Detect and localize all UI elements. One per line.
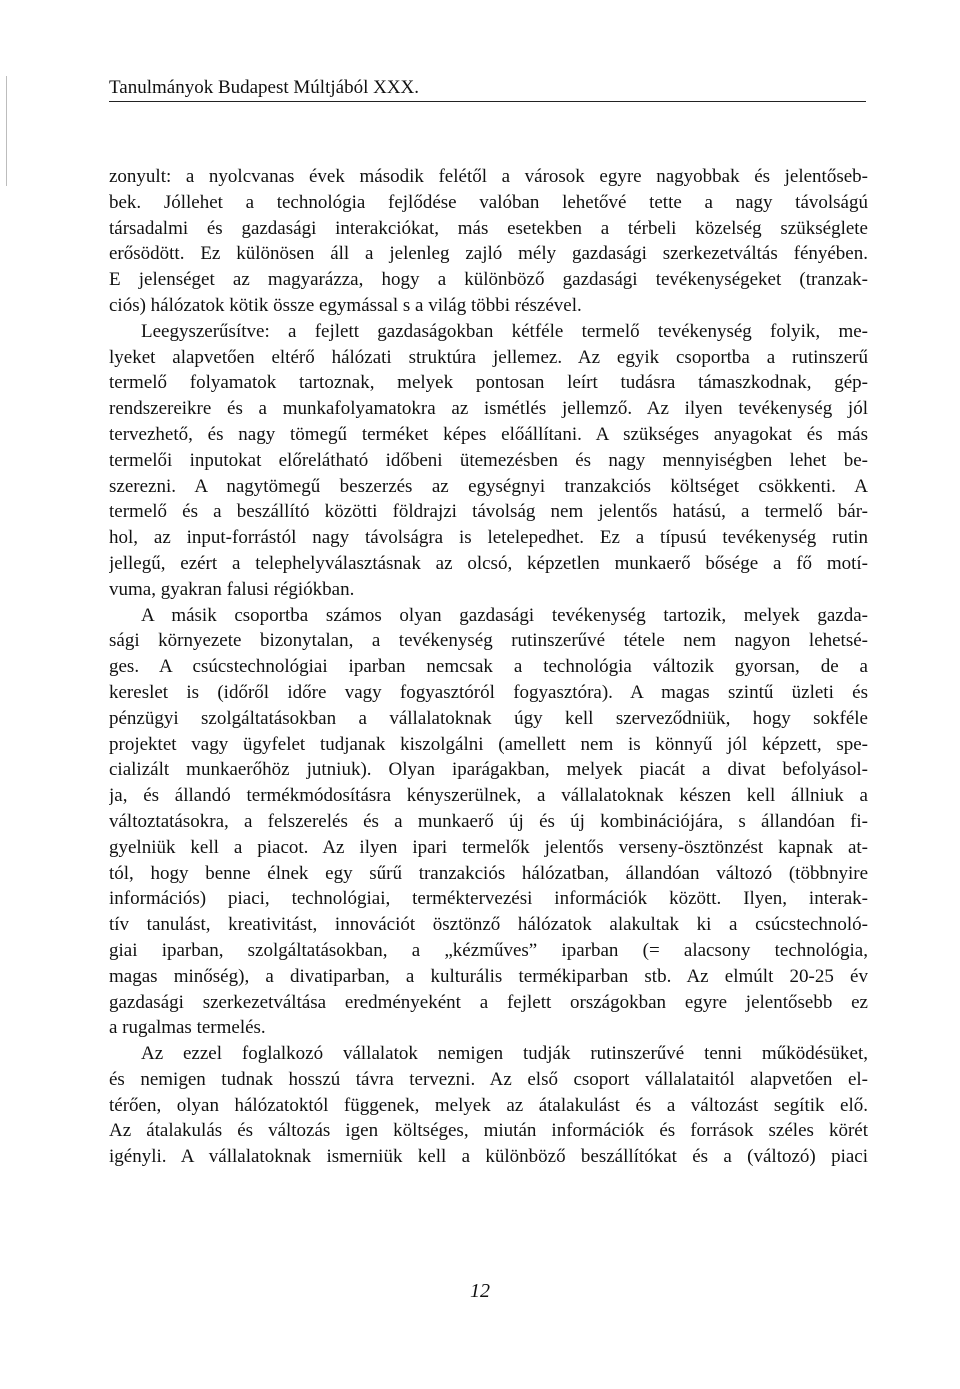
- header-rule: [109, 101, 866, 102]
- text-line: tív tanulást, kreativitást, innovációt ösztönző hálózatok alakultak ki a csúcstechnoló-: [109, 914, 868, 936]
- text-line: cializált munkaerőhöz jutniuk). Olyan iparágakban, melyek piacát a divat befolyásol-: [109, 759, 868, 781]
- text-line: bek. Jóllehet a technológia fejlődése valóban lehetővé tette a nagy távolságú: [109, 191, 868, 213]
- text-line: lyeket alapvetően eltérő hálózati struktúra jellemez. Az egyik csoportba a rutinszerű: [109, 346, 868, 368]
- text-line: ciós) hálózatok kötik össze egymással s a világ többi részével.: [109, 294, 582, 316]
- text-line: magas minőség), a divatiparban, a kulturális termékiparban stb. Az elmúlt 20-25 év: [109, 965, 868, 987]
- text-line: tervezhető, és nagy tömegű terméket képes előállítani. A szükséges anyagokat és más: [109, 423, 868, 445]
- text-line: ges. A csúcstechnológiai iparban nemcsak a technológia változik gyorsan, de a: [109, 656, 868, 678]
- page-number: 12: [470, 1280, 490, 1302]
- text-line: igényli. A vállalatoknak ismerniük kell a különböző beszállítókat és a (változó) piaci: [109, 1146, 868, 1168]
- text-line: termelő folyamatok tartoznak, melyek pontosan leírt tudásra támaszkodnak, gép-: [109, 372, 868, 394]
- text-line: hol, az input-forrástól nagy távolságra is letelepedhet. Ez a típusú tevékenység rutin: [109, 527, 868, 549]
- text-line: ja, és állandó termékmódosításra kényszerülnek, a vállalatoknak készen kell állniuk a: [109, 785, 868, 807]
- text-line: E jelenséget az magyarázza, hogy a különböző gazdasági tevékenységeket (tranzak-: [109, 269, 868, 291]
- body-text: [109, 164, 868, 1170]
- text-line: vuma, gyakran falusi régiókban.: [109, 578, 355, 600]
- text-line: információs) piaci, technológiai, terméktervezési információk között. Ilyen, interak-: [109, 888, 868, 910]
- text-line: termelői inputokat előrelátható időbeni ütemezésben és nagy mennyiségben lehet be-: [109, 449, 868, 471]
- text-line: Az átalakulás és változás igen költséges, miután információk és források széles körét: [109, 1120, 868, 1142]
- text-line: Leegyszerűsítve: a fejlett gazdaságokban kétféle termelő tevékenység folyik, me-: [141, 320, 868, 342]
- text-line: termelő és a beszállító közötti földrajzi távolság nem jelentős hatású, a termelő bár-: [109, 501, 868, 523]
- text-line: projektet vagy ügyfelet tudjanak kiszolgálni (amellett nem is könnyű jól képzett, spe-: [109, 733, 868, 755]
- text-line: a rugalmas termelés.: [109, 1017, 266, 1039]
- text-line: tól, hogy benne élnek egy sűrű tranzakciós hálózatban, állandóan változó (többnyire: [109, 862, 868, 884]
- text-line: változtatásokra, a felszerelés és a munkaerő új és új kombinációjára, s állandóan fi-: [109, 810, 868, 832]
- text-line: társadalmi és gazdasági interakciókat, más esetekben a térbeli közelség szükséglete: [109, 217, 868, 239]
- text-line: Az ezzel foglalkozó vállalatok nemigen tudják rutinszerűvé tenni működésüket,: [141, 1043, 868, 1065]
- text-line: és nemigen tudnak hosszú távra tervezni. Az első csoport vállalataitól alapvetően el-: [109, 1068, 868, 1090]
- text-line: gyelniük kell a piacot. Az ilyen ipari termelők jelentős verseny-ösztönzést kapnak at-: [109, 836, 868, 858]
- text-line: jellegű, ezért a telephelyválasztásnak az olcsó, képzetlen munkaerő bősége a fő motí-: [109, 552, 868, 574]
- text-line: A másik csoportba számos olyan gazdasági tevékenység tartozik, melyek gazda-: [141, 604, 868, 626]
- text-line: rendszereikre és a munkafolyamatokra az ismétlés jellemző. Az ilyen tevékenység jól: [109, 398, 868, 420]
- text-line: sági környezete bizonytalan, a tevékenység rutinszerűvé tétele nem nagyon lehetsé-: [109, 630, 868, 652]
- text-line: pénzügyi szolgáltatásokban a vállalatoknak úgy kell szerveződniük, hogy sokféle: [109, 707, 868, 729]
- text-line: térően, olyan hálózatoktól függenek, melyek az átalakulást és a változást segítik elő.: [109, 1094, 868, 1116]
- text-line: szerezni. A nagytömegű beszerzés az egységnyi tranzakciós költséget csökkenti. A: [109, 475, 868, 497]
- text-line: kereslet is (időről időre vagy fogyasztóról fogyasztóra). A magas szintű üzleti és: [109, 681, 868, 703]
- margin-scan-mark: [6, 76, 7, 186]
- running-header: Tanulmányok Budapest Múltjából XXX.: [109, 77, 420, 98]
- text-line: giai iparban, szolgáltatásokban, a „kézműves” iparban (= alacsony technológia,: [109, 939, 868, 961]
- text-line: erősödött. Ez különösen áll a jelenleg zajló mély gazdasági szerkezetváltás fényében.: [109, 243, 868, 265]
- text-line: zonyult: a nyolcvanas évek második felétől a városok egyre nagyobbak és jelentőseb-: [109, 166, 868, 187]
- text-line: gazdasági szerkezetváltása eredményeként a fejlett országokban egyre jelentősebb ez: [109, 991, 868, 1013]
